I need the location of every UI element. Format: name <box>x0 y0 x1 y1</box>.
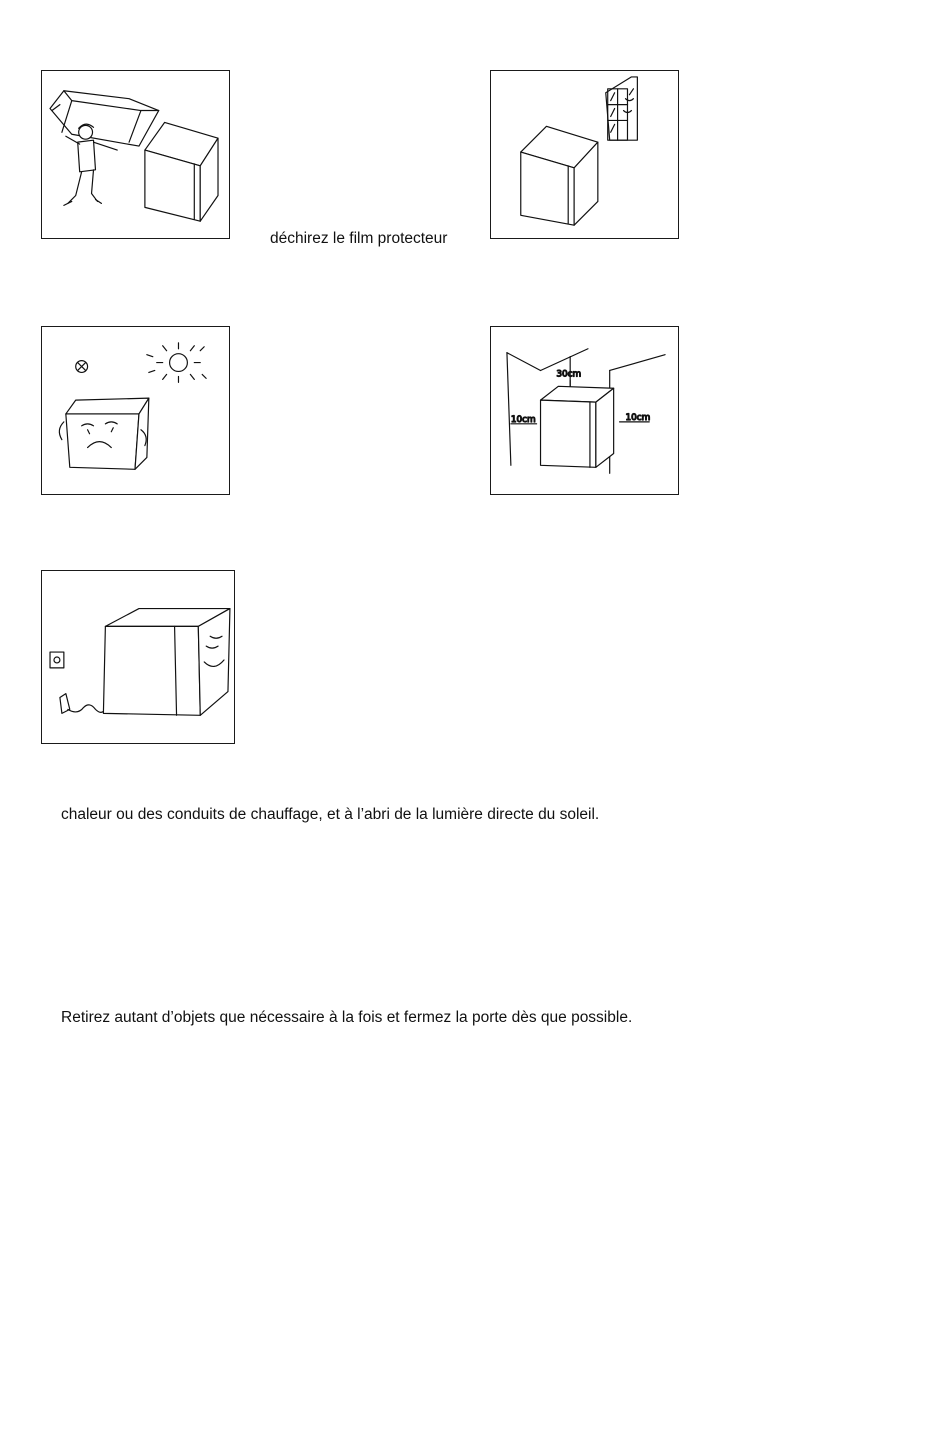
paragraph-heat-sources: chaleur ou des conduits de chauffage, et à l’abri de la lumière directe du soleil. <box>61 806 600 823</box>
figure-no-sun <box>41 326 230 495</box>
figure-clearance <box>490 326 679 495</box>
figure-unpacking <box>41 70 230 239</box>
happy-fridge-plugged-in-icon <box>42 571 234 743</box>
fridge-wall-clearance-icon <box>491 327 678 494</box>
figure-plug-in <box>41 570 235 744</box>
paragraph-remove-items: Retirez autant d’objets que nécessaire à la fois et fermez la porte dès que possible. <box>61 1009 633 1026</box>
figure-ventilation <box>490 70 679 239</box>
fridge-near-window-icon <box>491 71 678 238</box>
clearance-top-label: 30cm <box>556 369 582 380</box>
caption-tear-film: déchirez le film protecteur <box>270 230 448 247</box>
clearance-left-label: 10cm <box>510 414 536 425</box>
clearance-right-label: 10cm <box>625 412 651 423</box>
person-unpacking-fridge-icon <box>42 71 229 238</box>
sad-fridge-under-sun-icon <box>42 327 229 494</box>
